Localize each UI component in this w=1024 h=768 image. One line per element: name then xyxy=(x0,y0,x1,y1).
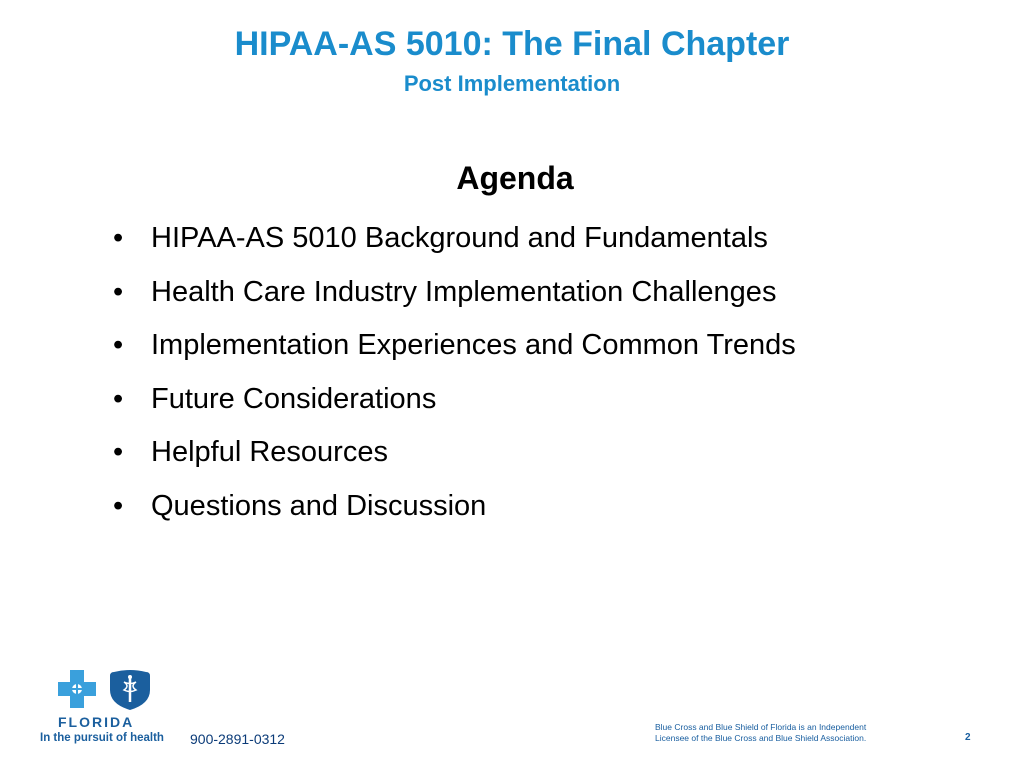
bullet-icon: • xyxy=(113,489,124,522)
bullet-icon: • xyxy=(113,436,124,468)
agenda-item-text: Helpful Resources xyxy=(151,436,388,468)
disclaimer-line: Licensee of the Blue Cross and Blue Shield Association. xyxy=(655,733,867,743)
logo-wordmark: FLORIDA xyxy=(58,714,135,730)
agenda-item-text: HIPAA-AS 5010 Background and Fundamentals xyxy=(151,222,768,254)
agenda-item xyxy=(110,266,796,320)
bullet-icon: • xyxy=(113,275,124,308)
agenda-item xyxy=(110,373,796,427)
phone-number: 900-2891-0312 xyxy=(190,731,285,747)
agenda-item xyxy=(110,480,796,534)
logo-marks xyxy=(56,668,156,712)
slide-subtitle: Post Implementation xyxy=(403,71,621,96)
bullet-icon: • xyxy=(113,329,124,361)
disclaimer xyxy=(655,722,866,744)
agenda-heading: Agenda xyxy=(456,160,574,196)
logo-tagline: In the pursuit of health xyxy=(40,732,164,744)
bullet-icon: • xyxy=(113,222,124,254)
blue-cross-icon xyxy=(58,670,96,708)
agenda-item-text: Future Considerations xyxy=(151,382,437,415)
agenda-item xyxy=(110,212,796,266)
bcbs-florida-logo xyxy=(40,668,170,748)
disclaimer-line: Blue Cross and Blue Shield of Florida is an Independent xyxy=(655,722,867,732)
agenda-item-text: Questions and Discussion xyxy=(151,489,487,522)
page-number: 2 xyxy=(965,732,971,743)
agenda-item-text: Implementation Experiences and Common Trends xyxy=(151,329,796,361)
agenda-item-text: Health Care Industry Implementation Challenges xyxy=(151,275,777,308)
blue-shield-icon xyxy=(110,670,150,710)
agenda-list xyxy=(110,212,796,533)
slide-title: HIPAA-AS 5010: The Final Chapter xyxy=(234,25,790,63)
agenda-item xyxy=(110,319,796,373)
bullet-icon: • xyxy=(113,382,124,415)
agenda-item xyxy=(110,426,796,480)
